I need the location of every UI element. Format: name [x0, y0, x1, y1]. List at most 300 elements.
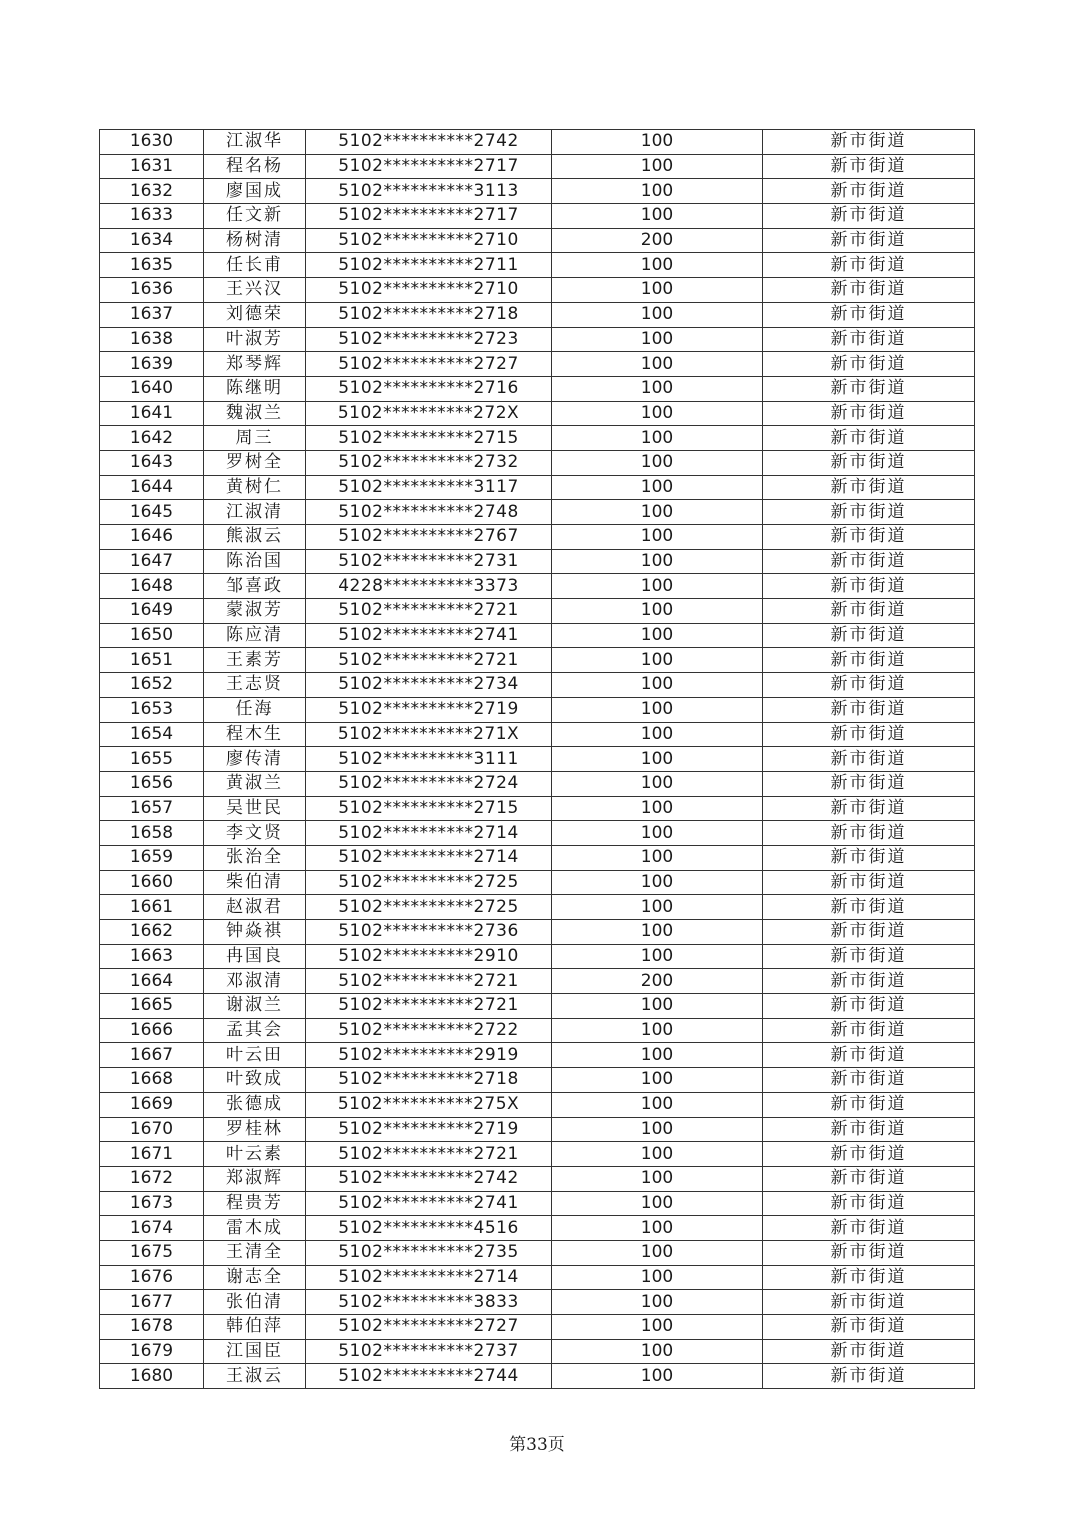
amount-cell: 200	[552, 228, 763, 253]
name-cell: 雷木成	[204, 1216, 306, 1241]
serial-number-cell: 1657	[100, 796, 204, 821]
amount-cell: 100	[552, 1092, 763, 1117]
serial-number-cell: 1644	[100, 475, 204, 500]
name-cell: 周三	[204, 426, 306, 451]
street-cell: 新市街道	[763, 1364, 975, 1389]
id-number-cell: 5102**********2722	[306, 1018, 552, 1043]
id-number-cell: 5102**********2714	[306, 845, 552, 870]
name-cell: 廖国成	[204, 179, 306, 204]
table-row	[100, 796, 975, 821]
serial-number-cell: 1668	[100, 1068, 204, 1093]
amount-cell: 100	[552, 130, 763, 155]
table-row	[100, 401, 975, 426]
amount-cell: 100	[552, 697, 763, 722]
table-row	[100, 771, 975, 796]
table-row	[100, 352, 975, 377]
serial-number-cell: 1658	[100, 821, 204, 846]
table-row	[100, 1240, 975, 1265]
id-number-cell: 5102**********275X	[306, 1092, 552, 1117]
amount-cell: 100	[552, 574, 763, 599]
name-cell: 程木生	[204, 722, 306, 747]
amount-cell: 100	[552, 549, 763, 574]
name-cell: 韩伯萍	[204, 1315, 306, 1340]
name-cell: 叶淑芳	[204, 327, 306, 352]
amount-cell: 100	[552, 1265, 763, 1290]
id-number-cell: 5102**********2731	[306, 549, 552, 574]
street-cell: 新市街道	[763, 327, 975, 352]
name-cell: 张伯清	[204, 1290, 306, 1315]
table-row	[100, 327, 975, 352]
name-cell: 邹喜政	[204, 574, 306, 599]
serial-number-cell: 1637	[100, 302, 204, 327]
street-cell: 新市街道	[763, 401, 975, 426]
amount-cell: 100	[552, 623, 763, 648]
amount-cell: 100	[552, 1142, 763, 1167]
amount-cell: 100	[552, 920, 763, 945]
table-row	[100, 253, 975, 278]
id-number-cell: 5102**********2725	[306, 870, 552, 895]
serial-number-cell: 1645	[100, 500, 204, 525]
amount-cell: 100	[552, 327, 763, 352]
table-row	[100, 994, 975, 1019]
id-number-cell: 5102**********4516	[306, 1216, 552, 1241]
amount-cell: 100	[552, 796, 763, 821]
name-cell: 李文贤	[204, 821, 306, 846]
id-number-cell: 5102**********2715	[306, 796, 552, 821]
amount-cell: 100	[552, 895, 763, 920]
amount-cell: 100	[552, 204, 763, 229]
table-row	[100, 920, 975, 945]
table-row	[100, 1339, 975, 1364]
id-number-cell: 5102**********2736	[306, 920, 552, 945]
amount-cell: 100	[552, 1191, 763, 1216]
serial-number-cell: 1665	[100, 994, 204, 1019]
table-row	[100, 747, 975, 772]
name-cell: 吴世民	[204, 796, 306, 821]
id-number-cell: 5102**********2721	[306, 969, 552, 994]
amount-cell: 100	[552, 1290, 763, 1315]
street-cell: 新市街道	[763, 426, 975, 451]
serial-number-cell: 1640	[100, 376, 204, 401]
id-number-cell: 5102**********2737	[306, 1339, 552, 1364]
serial-number-cell: 1636	[100, 278, 204, 303]
amount-cell: 100	[552, 376, 763, 401]
amount-cell: 100	[552, 179, 763, 204]
table-row	[100, 673, 975, 698]
street-cell: 新市街道	[763, 154, 975, 179]
name-cell: 程名杨	[204, 154, 306, 179]
name-cell: 黄树仁	[204, 475, 306, 500]
street-cell: 新市街道	[763, 179, 975, 204]
table-row	[100, 574, 975, 599]
street-cell: 新市街道	[763, 376, 975, 401]
table-row	[100, 1092, 975, 1117]
table-row	[100, 599, 975, 624]
name-cell: 程贵芳	[204, 1191, 306, 1216]
street-cell: 新市街道	[763, 1216, 975, 1241]
name-cell: 张德成	[204, 1092, 306, 1117]
street-cell: 新市街道	[763, 821, 975, 846]
name-cell: 王淑云	[204, 1364, 306, 1389]
table-row	[100, 1043, 975, 1068]
name-cell: 任长甫	[204, 253, 306, 278]
amount-cell: 100	[552, 1043, 763, 1068]
name-cell: 罗桂林	[204, 1117, 306, 1142]
table-row	[100, 944, 975, 969]
table-row	[100, 1142, 975, 1167]
street-cell: 新市街道	[763, 278, 975, 303]
id-number-cell: 5102**********2725	[306, 895, 552, 920]
id-number-cell: 5102**********2727	[306, 352, 552, 377]
street-cell: 新市街道	[763, 845, 975, 870]
name-cell: 王清全	[204, 1240, 306, 1265]
table-row	[100, 697, 975, 722]
id-number-cell: 5102**********2718	[306, 1068, 552, 1093]
table-row	[100, 623, 975, 648]
id-number-cell: 5102**********2724	[306, 771, 552, 796]
name-cell: 熊淑云	[204, 525, 306, 550]
amount-cell: 100	[552, 1068, 763, 1093]
serial-number-cell: 1656	[100, 771, 204, 796]
amount-cell: 100	[552, 525, 763, 550]
serial-number-cell: 1661	[100, 895, 204, 920]
name-cell: 叶云田	[204, 1043, 306, 1068]
id-number-cell: 5102**********2711	[306, 253, 552, 278]
serial-number-cell: 1670	[100, 1117, 204, 1142]
serial-number-cell: 1649	[100, 599, 204, 624]
id-number-cell: 5102**********2727	[306, 1315, 552, 1340]
id-number-cell: 5102**********2714	[306, 1265, 552, 1290]
name-cell: 孟其会	[204, 1018, 306, 1043]
serial-number-cell: 1655	[100, 747, 204, 772]
table-row	[100, 179, 975, 204]
serial-number-cell: 1643	[100, 450, 204, 475]
id-number-cell: 5102**********2734	[306, 673, 552, 698]
amount-cell: 100	[552, 253, 763, 278]
table-row	[100, 302, 975, 327]
street-cell: 新市街道	[763, 747, 975, 772]
street-cell: 新市街道	[763, 450, 975, 475]
street-cell: 新市街道	[763, 1043, 975, 1068]
name-cell: 陈应清	[204, 623, 306, 648]
serial-number-cell: 1632	[100, 179, 204, 204]
name-cell: 钟焱祺	[204, 920, 306, 945]
serial-number-cell: 1664	[100, 969, 204, 994]
name-cell: 叶云素	[204, 1142, 306, 1167]
street-cell: 新市街道	[763, 1068, 975, 1093]
street-cell: 新市街道	[763, 352, 975, 377]
table-row	[100, 1216, 975, 1241]
table-row	[100, 525, 975, 550]
name-cell: 郑淑辉	[204, 1166, 306, 1191]
table-row	[100, 1265, 975, 1290]
street-cell: 新市街道	[763, 994, 975, 1019]
street-cell: 新市街道	[763, 1265, 975, 1290]
id-number-cell: 5102**********271X	[306, 722, 552, 747]
amount-cell: 100	[552, 1240, 763, 1265]
serial-number-cell: 1638	[100, 327, 204, 352]
serial-number-cell: 1634	[100, 228, 204, 253]
name-cell: 郑琴辉	[204, 352, 306, 377]
serial-number-cell: 1673	[100, 1191, 204, 1216]
serial-number-cell: 1660	[100, 870, 204, 895]
id-number-cell: 5102**********2735	[306, 1240, 552, 1265]
table-row	[100, 500, 975, 525]
street-cell: 新市街道	[763, 549, 975, 574]
id-number-cell: 5102**********2719	[306, 1117, 552, 1142]
table-row	[100, 228, 975, 253]
name-cell: 张治全	[204, 845, 306, 870]
id-number-cell: 5102**********2718	[306, 302, 552, 327]
amount-cell: 100	[552, 352, 763, 377]
name-cell: 赵淑君	[204, 895, 306, 920]
serial-number-cell: 1639	[100, 352, 204, 377]
name-cell: 刘德荣	[204, 302, 306, 327]
amount-cell: 100	[552, 747, 763, 772]
id-number-cell: 5102**********2721	[306, 1142, 552, 1167]
id-number-cell: 5102**********2717	[306, 204, 552, 229]
amount-cell: 100	[552, 278, 763, 303]
name-cell: 王兴汉	[204, 278, 306, 303]
id-number-cell: 5102**********2742	[306, 1166, 552, 1191]
table-row	[100, 1166, 975, 1191]
street-cell: 新市街道	[763, 1240, 975, 1265]
serial-number-cell: 1650	[100, 623, 204, 648]
name-cell: 王素芳	[204, 648, 306, 673]
table-row	[100, 154, 975, 179]
table-row	[100, 1315, 975, 1340]
serial-number-cell: 1671	[100, 1142, 204, 1167]
street-cell: 新市街道	[763, 525, 975, 550]
table-row	[100, 845, 975, 870]
id-number-cell: 5102**********2710	[306, 278, 552, 303]
id-number-cell: 5102**********2732	[306, 450, 552, 475]
amount-cell: 100	[552, 154, 763, 179]
serial-number-cell: 1651	[100, 648, 204, 673]
id-number-cell: 5102**********2744	[306, 1364, 552, 1389]
table-row	[100, 1117, 975, 1142]
id-number-cell: 5102**********2710	[306, 228, 552, 253]
street-cell: 新市街道	[763, 1142, 975, 1167]
serial-number-cell: 1659	[100, 845, 204, 870]
serial-number-cell: 1633	[100, 204, 204, 229]
serial-number-cell: 1669	[100, 1092, 204, 1117]
name-cell: 江国臣	[204, 1339, 306, 1364]
name-cell: 罗树全	[204, 450, 306, 475]
street-cell: 新市街道	[763, 1191, 975, 1216]
name-cell: 任海	[204, 697, 306, 722]
name-cell: 蒙淑芳	[204, 599, 306, 624]
street-cell: 新市街道	[763, 796, 975, 821]
table-row	[100, 130, 975, 155]
name-cell: 魏淑兰	[204, 401, 306, 426]
table-row	[100, 648, 975, 673]
street-cell: 新市街道	[763, 944, 975, 969]
id-number-cell: 5102**********3117	[306, 475, 552, 500]
serial-number-cell: 1630	[100, 130, 204, 155]
street-cell: 新市街道	[763, 722, 975, 747]
table-row	[100, 821, 975, 846]
street-cell: 新市街道	[763, 1339, 975, 1364]
serial-number-cell: 1662	[100, 920, 204, 945]
street-cell: 新市街道	[763, 1117, 975, 1142]
table-row	[100, 870, 975, 895]
street-cell: 新市街道	[763, 895, 975, 920]
serial-number-cell: 1666	[100, 1018, 204, 1043]
table-row	[100, 1364, 975, 1389]
id-number-cell: 5102**********2715	[306, 426, 552, 451]
table-row	[100, 969, 975, 994]
street-cell: 新市街道	[763, 771, 975, 796]
id-number-cell: 5102**********2721	[306, 599, 552, 624]
name-cell: 黄淑兰	[204, 771, 306, 796]
serial-number-cell: 1672	[100, 1166, 204, 1191]
id-number-cell: 4228**********3373	[306, 574, 552, 599]
serial-number-cell: 1648	[100, 574, 204, 599]
amount-cell: 100	[552, 426, 763, 451]
id-number-cell: 5102**********2910	[306, 944, 552, 969]
name-cell: 谢淑兰	[204, 994, 306, 1019]
name-cell: 叶致成	[204, 1068, 306, 1093]
amount-cell: 100	[552, 1216, 763, 1241]
table-row	[100, 1018, 975, 1043]
street-cell: 新市街道	[763, 1290, 975, 1315]
serial-number-cell: 1677	[100, 1290, 204, 1315]
street-cell: 新市街道	[763, 920, 975, 945]
name-cell: 廖传清	[204, 747, 306, 772]
id-number-cell: 5102**********2767	[306, 525, 552, 550]
table-row	[100, 376, 975, 401]
serial-number-cell: 1654	[100, 722, 204, 747]
table-row	[100, 278, 975, 303]
serial-number-cell: 1635	[100, 253, 204, 278]
amount-cell: 100	[552, 821, 763, 846]
id-number-cell: 5102**********2716	[306, 376, 552, 401]
name-cell: 杨树清	[204, 228, 306, 253]
name-cell: 陈治国	[204, 549, 306, 574]
amount-cell: 100	[552, 870, 763, 895]
street-cell: 新市街道	[763, 1315, 975, 1340]
serial-number-cell: 1652	[100, 673, 204, 698]
name-cell: 陈继明	[204, 376, 306, 401]
street-cell: 新市街道	[763, 623, 975, 648]
amount-cell: 200	[552, 969, 763, 994]
amount-cell: 100	[552, 1166, 763, 1191]
serial-number-cell: 1663	[100, 944, 204, 969]
serial-number-cell: 1680	[100, 1364, 204, 1389]
street-cell: 新市街道	[763, 204, 975, 229]
table-row	[100, 450, 975, 475]
serial-number-cell: 1674	[100, 1216, 204, 1241]
serial-number-cell: 1679	[100, 1339, 204, 1364]
id-number-cell: 5102**********2714	[306, 821, 552, 846]
name-cell: 冉国良	[204, 944, 306, 969]
serial-number-cell: 1653	[100, 697, 204, 722]
street-cell: 新市街道	[763, 1018, 975, 1043]
table-row	[100, 1191, 975, 1216]
street-cell: 新市街道	[763, 1166, 975, 1191]
table-row	[100, 1290, 975, 1315]
amount-cell: 100	[552, 648, 763, 673]
id-number-cell: 5102**********272X	[306, 401, 552, 426]
street-cell: 新市街道	[763, 673, 975, 698]
id-number-cell: 5102**********3833	[306, 1290, 552, 1315]
records-table-body	[100, 130, 975, 1389]
id-number-cell: 5102**********3113	[306, 179, 552, 204]
amount-cell: 100	[552, 1315, 763, 1340]
street-cell: 新市街道	[763, 599, 975, 624]
page-number: 第33页	[509, 1435, 565, 1455]
street-cell: 新市街道	[763, 302, 975, 327]
amount-cell: 100	[552, 673, 763, 698]
amount-cell: 100	[552, 475, 763, 500]
street-cell: 新市街道	[763, 475, 975, 500]
amount-cell: 100	[552, 1364, 763, 1389]
amount-cell: 100	[552, 994, 763, 1019]
serial-number-cell: 1678	[100, 1315, 204, 1340]
amount-cell: 100	[552, 1117, 763, 1142]
street-cell: 新市街道	[763, 969, 975, 994]
amount-cell: 100	[552, 944, 763, 969]
street-cell: 新市街道	[763, 130, 975, 155]
id-number-cell: 5102**********2741	[306, 623, 552, 648]
serial-number-cell: 1642	[100, 426, 204, 451]
id-number-cell: 5102**********3111	[306, 747, 552, 772]
table-row	[100, 204, 975, 229]
serial-number-cell: 1631	[100, 154, 204, 179]
serial-number-cell: 1675	[100, 1240, 204, 1265]
id-number-cell: 5102**********2742	[306, 130, 552, 155]
street-cell: 新市街道	[763, 574, 975, 599]
street-cell: 新市街道	[763, 697, 975, 722]
amount-cell: 100	[552, 450, 763, 475]
serial-number-cell: 1647	[100, 549, 204, 574]
records-table	[99, 129, 975, 1389]
table-row	[100, 722, 975, 747]
amount-cell: 100	[552, 599, 763, 624]
table-row	[100, 549, 975, 574]
street-cell: 新市街道	[763, 253, 975, 278]
id-number-cell: 5102**********2719	[306, 697, 552, 722]
serial-number-cell: 1676	[100, 1265, 204, 1290]
name-cell: 柴伯清	[204, 870, 306, 895]
id-number-cell: 5102**********2748	[306, 500, 552, 525]
amount-cell: 100	[552, 401, 763, 426]
id-number-cell: 5102**********2721	[306, 994, 552, 1019]
serial-number-cell: 1641	[100, 401, 204, 426]
table-row	[100, 895, 975, 920]
amount-cell: 100	[552, 500, 763, 525]
name-cell: 江淑清	[204, 500, 306, 525]
name-cell: 江淑华	[204, 130, 306, 155]
table-row	[100, 1068, 975, 1093]
id-number-cell: 5102**********2723	[306, 327, 552, 352]
name-cell: 邓淑清	[204, 969, 306, 994]
name-cell: 王志贤	[204, 673, 306, 698]
street-cell: 新市街道	[763, 228, 975, 253]
street-cell: 新市街道	[763, 1092, 975, 1117]
table-row	[100, 475, 975, 500]
id-number-cell: 5102**********2721	[306, 648, 552, 673]
street-cell: 新市街道	[763, 648, 975, 673]
amount-cell: 100	[552, 771, 763, 796]
name-cell: 谢志全	[204, 1265, 306, 1290]
serial-number-cell: 1646	[100, 525, 204, 550]
id-number-cell: 5102**********2717	[306, 154, 552, 179]
amount-cell: 100	[552, 302, 763, 327]
street-cell: 新市街道	[763, 870, 975, 895]
amount-cell: 100	[552, 845, 763, 870]
